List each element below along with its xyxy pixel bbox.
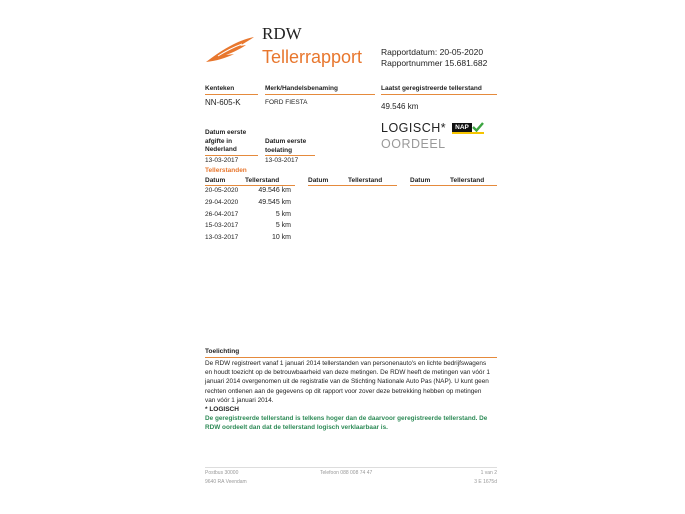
table-row [205,199,295,211]
page-title: Tellerrapport [262,47,363,67]
nap-logo [452,122,484,134]
readings-header-km-1: Tellerstand [245,177,280,184]
first-admission-label: Datum eerste toelating [265,138,307,154]
footer-page: 1 van 2 [480,470,497,476]
row-km: 5 km [275,222,291,230]
row-km: 49.546 km [258,187,291,194]
report-date-label: Rapportdatum: [381,47,438,57]
first-admission-value: 13-03-2017 [265,157,299,164]
first-nl-rule [205,155,258,156]
nap-logo-text: NAP [452,123,472,132]
footer-code: 3 E 1675d [474,479,497,485]
last-reading-label: Laatst geregistreerde tellerstand [381,85,482,92]
make-label: Merk/Handelsbenaming [265,85,338,92]
report-number-label: Rapportnummer [381,58,443,68]
row-km: 5 km [275,210,291,218]
readings-header-date-2: Datum [308,177,329,184]
table-row [205,234,295,246]
nap-logo-stripe [452,132,484,134]
explanation-rule [205,357,497,358]
report-number-value: 15.681.682 [444,58,488,68]
readings-header-date-3: Datum [410,177,431,184]
plate-label: Kenteken [205,85,235,92]
note-text: De geregistreerde tellerstand is telkens hoger dan de daarvoor geregistreerde tellerstand. De RDW oordeelt dan dat de tellerstand logisch verklaarbaar is. [205,415,488,432]
plate-value: NN-605-K [205,98,241,107]
row-date: 29-04-2020 [205,198,239,206]
readings-title: Tellerstanden [205,167,247,174]
readings-header-km-3: Tellerstand [450,177,485,184]
table-row [205,222,295,234]
first-nl-label: Datum eerste afgifte in Nederland [205,129,247,153]
note-title: * LOGISCH [205,406,239,413]
make-value: FORD FIESTA [265,99,308,106]
make-rule [265,94,375,95]
row-km: 10 km [271,234,291,242]
readings-rule-2 [308,185,397,186]
verdict: LOGISCH* [381,121,447,135]
readings-rule-3 [410,185,497,186]
row-date: 26-04-2017 [205,210,239,218]
readings-header-km-2: Tellerstand [348,177,383,184]
footer-address-1: Postbus 30000 [205,470,239,476]
table-row [205,211,295,223]
plate-rule [205,94,258,95]
readings-header-date-1: Datum [205,177,226,184]
table-row [205,187,295,199]
row-km: 49.545 km [258,198,291,206]
verdict-sub: OORDEEL [381,137,446,151]
row-date: 20-05-2020 [205,187,239,194]
explanation-title: Toelichting [205,348,240,355]
readings-rule-1 [205,185,295,186]
readings-table [205,187,295,246]
first-admission-rule [265,155,315,156]
report-date-value: 20-05-2020 [439,47,484,57]
rdw-bird-icon [204,34,256,64]
first-nl-value: 13-03-2017 [205,157,239,164]
row-date: 15-03-2017 [205,222,239,230]
report-number [381,58,487,68]
explanation-text: De RDW registreert vanaf 1 januari 2014 tellerstanden van personenauto's en lichte bedrijfswagens en houdt toezicht op de betrouwbaarheid van deze metingen. De RDW heeft de metingen van vóór 1 januari 2014 overgenomen uit de registratie van de Stichting Nationale Auto Pas (NAP). U kunt geen rechten ontlenen aan de gegevens op dit rapport voor zover deze betrekking hebben op metingen van vóór 1 januari 2014. [205,360,490,404]
last-reading-value: 49.546 km [381,102,419,111]
footer-rule [205,467,497,468]
row-date: 13-03-2017 [205,234,239,242]
rdw-logo [204,34,256,64]
footer-phone: Telefoon 088 008 74 47 [320,470,373,476]
brand-name: RDW [262,24,302,43]
last-reading-rule [381,94,497,95]
report-date [381,47,483,57]
footer-address-2: 9640 RA Veendam [205,479,247,485]
